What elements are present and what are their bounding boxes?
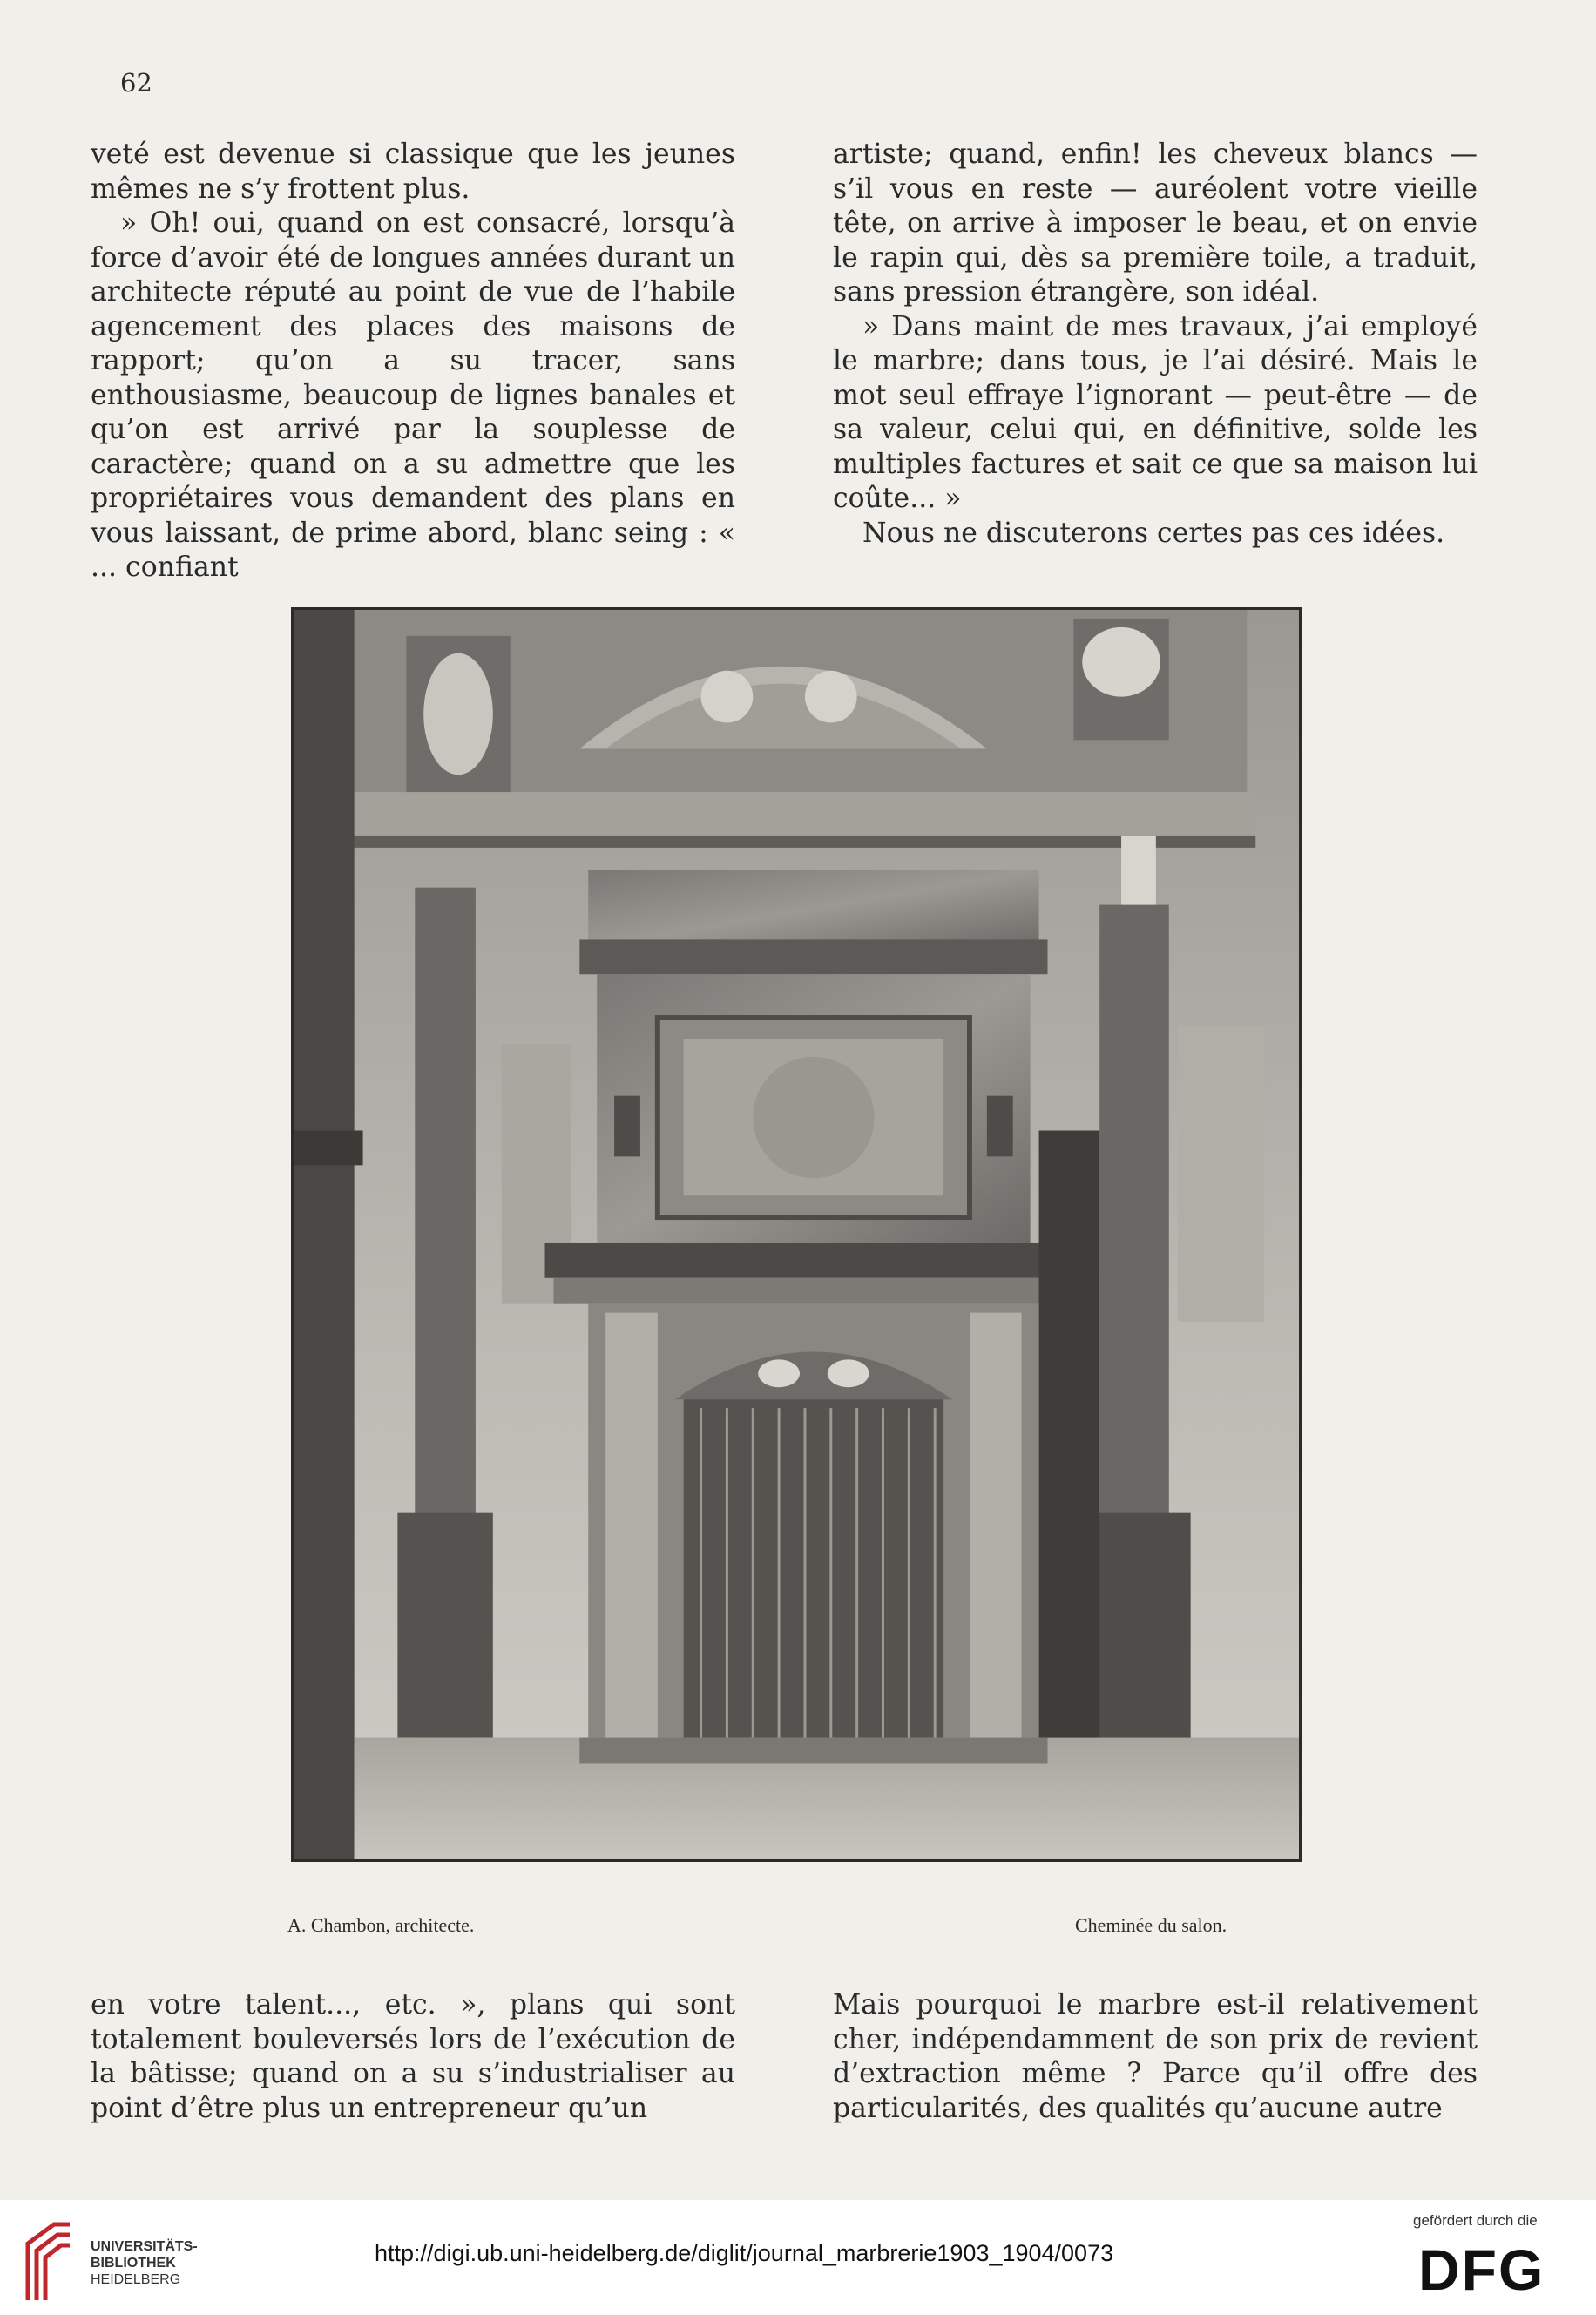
fireplace-photograph-drawing [294,610,1299,1859]
dfg-logo: DFG [1418,2237,1545,2302]
funded-by-label: gefördert durch die [1413,2212,1538,2229]
paragraph: » Oh! oui, quand on est consacré, lorsqu’à force d’avoir été de longues années durant un architecte réputé au point de vue de l’habile agencement des places des maisons de rapport; qu’on a su tracer, sans enthousiasme, beaucoup de lignes banales et qu’on est arrivé par la souplesse de caractère; quand on a su admettre que les propriétaires vous demandent des plans en vous laissant, de prime abord, blanc seing : « ... confiant [91,207,735,583]
library-name [91,2238,198,2288]
text-column-bottom-right [833,1988,1478,2126]
page-number: 62 [120,68,152,98]
figure-caption-title: Cheminée du salon. [1075,1914,1227,1936]
paragraph: veté est devenue si classique que les jeunes mêmes ne s’y frottent plus. [91,139,735,205]
paragraph: artiste; quand, enfin! les cheveux blancs — s’il vous en reste — auréolent votre vieille tête, on arrive à imposer le beau, et on envie le rapin qui, dès sa première toile, a traduit, sans pression étrangère, son idéal. [833,139,1478,308]
digitization-footer [0,2200,1596,2315]
text-column-bottom-left [91,1988,735,2126]
fireplace-photograph [291,607,1302,1862]
text-column-top-left [91,138,735,586]
paragraph: Nous ne discuterons certes pas ces idées. [862,517,1445,549]
figure-caption-architect: A. Chambon, architecte. [287,1914,475,1936]
source-url-link[interactable]: http://digi.ub.uni-heidelberg.de/diglit/journal_marbrerie1903_1904/0073 [375,2240,1114,2266]
paragraph: » Dans maint de mes travaux, j’ai employé le marbre; dans tous, je l’ai désiré. Mais le mot seul effraye l’ignorant — peut-être — de sa valeur, celui qui, en définitive, solde les multiples factures et sait ce que sa maison lui coûte... » [833,310,1478,514]
library-name-line: BIBLIOTHEK [91,2256,176,2271]
library-name-line: HEIDELBERG [91,2272,181,2287]
paragraph: Mais pourquoi le marbre est-il relativement cher, indépendamment de son prix de revient d’extraction même ? Parce qu’il offre des particularités, des qualités qu’aucune autre [833,1989,1478,2124]
library-logo-icon [19,2217,77,2305]
library-name-line: UNIVERSITÄTS- [91,2239,198,2254]
text-column-top-right [833,138,1478,551]
paragraph: en votre talent..., etc. », plans qui sont totalement bouleversés lors de l’exécution de la bâtisse; quand on a su s’industrialiser au point d’être plus un entrepreneur qu’un [91,1989,735,2124]
